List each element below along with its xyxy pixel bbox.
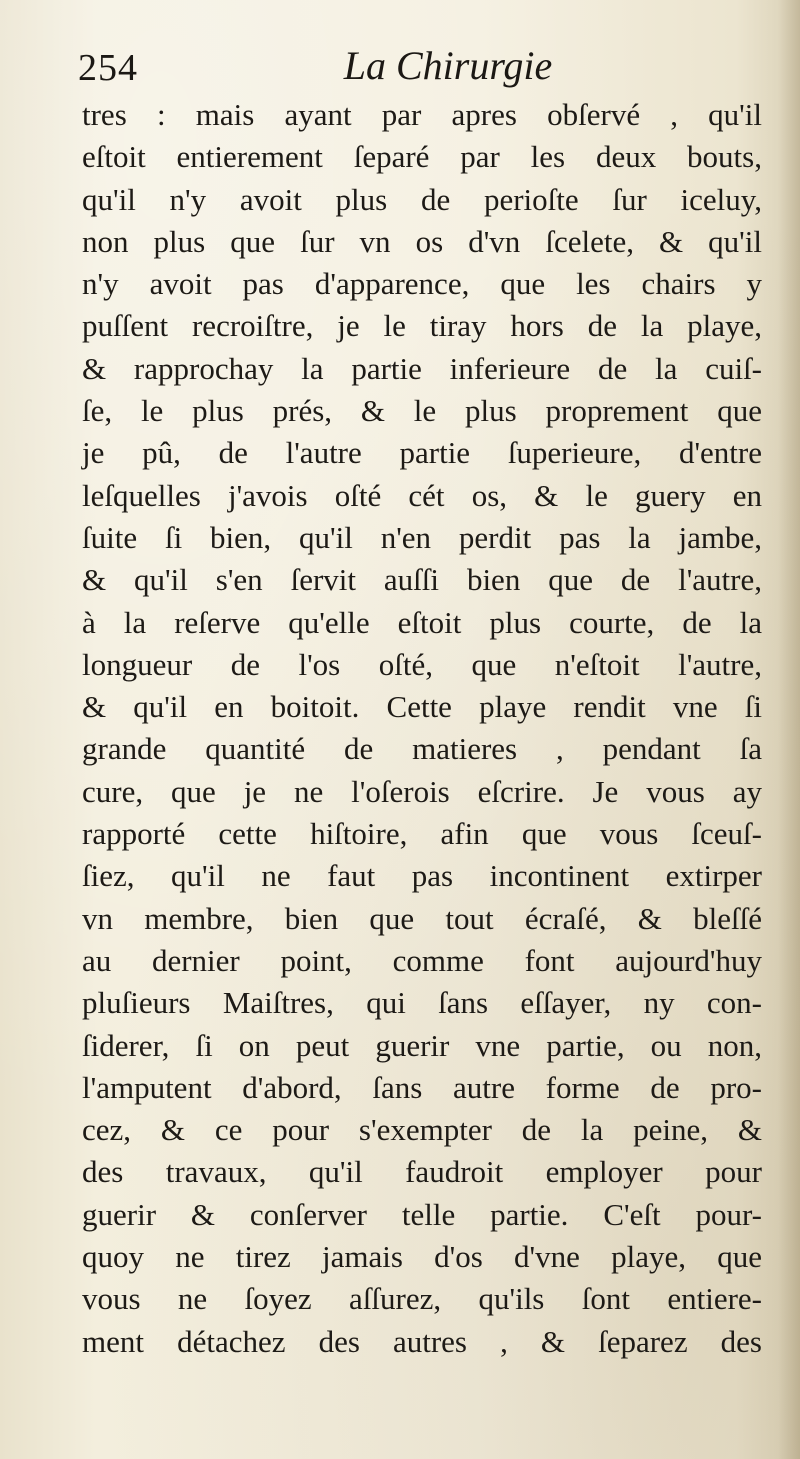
text-line: cez, & ce pour s'exempter de la peine, & <box>82 1112 762 1148</box>
text-line: quoy ne tirez jamais d'os d'vne playe, que <box>82 1239 762 1275</box>
text-line: qu'il n'y avoit plus de perioſte ſur iceluy, <box>82 181 762 217</box>
page-header <box>78 44 758 92</box>
text-line: vn membre, bien que tout écraſé, & bleſſé <box>82 900 762 936</box>
text-line: l'amputent d'abord, ſans autre forme de pro- <box>82 1069 762 1105</box>
text-line: grande quantité de matieres , pendant ſa <box>82 731 762 767</box>
text-line: à la reſerve qu'elle eſtoit plus courte, de la <box>82 604 762 640</box>
text-line: non plus que ſur vn os d'vn ſcelete, & qu'il <box>82 223 762 259</box>
text-line: tres : mais ayant par apres obſervé , qu'il <box>82 97 762 132</box>
text-line: ſe, le plus prés, & le plus proprement que <box>82 393 762 429</box>
text-line: je pû, de l'autre partie ſuperieure, d'entre <box>82 435 762 471</box>
text-line: au dernier point, comme font aujourd'huy <box>82 942 762 978</box>
text-line: & rapprochay la partie inferieure de la cuiſ- <box>82 350 762 386</box>
text-line: & qu'il s'en ſervit auſſi bien que de l'autre, <box>82 562 762 598</box>
text-line: pluſieurs Maiſtres, qui ſans eſſayer, ny con- <box>82 985 762 1021</box>
text-line: longueur de l'os oſté, que n'eſtoit l'autre, <box>82 646 762 682</box>
text-line: n'y avoit pas d'apparence, que les chairs y <box>82 266 762 302</box>
text-line: ſiderer, ſi on peut guerir vne partie, ou non, <box>82 1027 762 1063</box>
text-line: des travaux, qu'il faudroit employer pour <box>82 1154 762 1190</box>
text-line: cure, que je ne l'oſerois eſcrire. Je vous ay <box>82 773 762 809</box>
text-line: ſiez, qu'il ne faut pas incontinent extirper <box>82 858 762 894</box>
text-line: rapporté cette hiſtoire, afin que vous ſceuſ- <box>82 816 762 852</box>
text-line: eſtoit entierement ſeparé par les deux bouts, <box>82 139 762 175</box>
text-line: vous ne ſoyez aſſurez, qu'ils ſont entiere- <box>82 1281 762 1317</box>
body-text <box>82 94 762 1363</box>
page-number: 254 <box>78 47 138 89</box>
text-line: ſuite ſi bien, qu'il n'en perdit pas la jambe, <box>82 519 762 555</box>
text-line: ment détachez des autres , & ſeparez des <box>82 1323 762 1359</box>
text-line: & qu'il en boitoit. Cette playe rendit vne ſi <box>82 689 762 725</box>
running-title: La Chirurgie <box>343 43 553 88</box>
text-line: guerir & conſerver telle partie. C'eſt pour- <box>82 1196 762 1232</box>
text-line: puſſent recroiſtre, je le tiray hors de la playe, <box>82 308 762 344</box>
text-line: leſquelles j'avois oſté cét os, & le guery en <box>82 477 762 513</box>
